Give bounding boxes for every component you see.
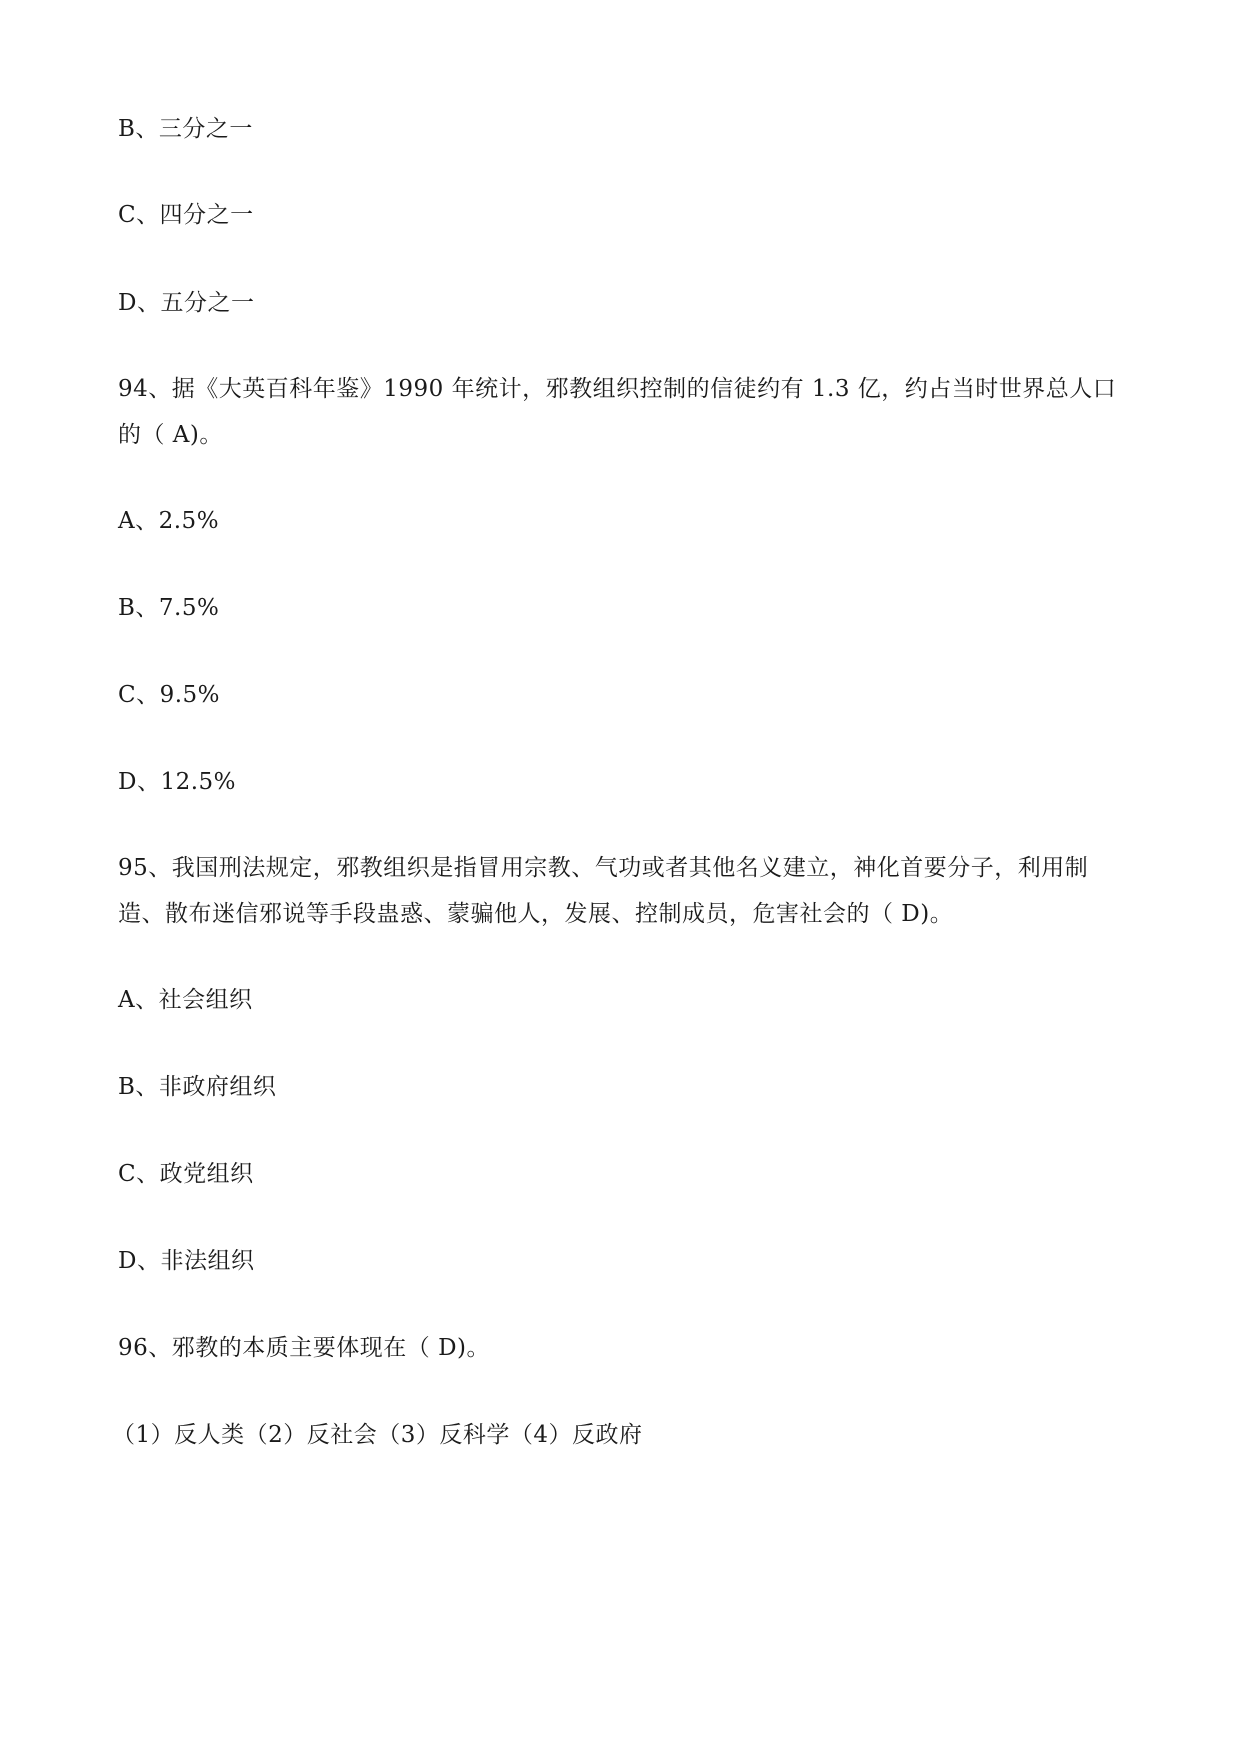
q95-question: 95、我国刑法规定，邪教组织是指冒用宗教、气功或者其他名义建立，神化首要分子，利用制造、散布迷信邪说等手段蛊惑、蒙骗他人，发展、控制成员，危害社会的（ D)。 <box>118 855 1089 927</box>
q96-items: （1）反人类（2）反社会（3）反科学（4）反政府 <box>112 1422 643 1448</box>
q96-question: 96、邪教的本质主要体现在（ D)。 <box>118 1335 490 1361</box>
q95-option-d: D、非法组织 <box>118 1248 255 1274</box>
q95-option-c: C、政党组织 <box>118 1161 254 1187</box>
q94-option-d: D、12.5% <box>118 769 237 795</box>
q93-option-b: B、三分之一 <box>118 116 253 142</box>
q94-question: 94、据《大英百科年鉴》1990 年统计，邪教组织控制的信徒约有 1.3 亿，约占当时世界总人口的（ A)。 <box>118 376 1117 448</box>
q95-option-b: B、非政府组织 <box>118 1074 277 1100</box>
q93-option-c: C、四分之一 <box>118 202 254 228</box>
q94-option-a: A、2.5% <box>118 508 220 534</box>
q93-option-d: D、五分之一 <box>118 290 255 316</box>
q95-option-a: A、社会组织 <box>118 987 253 1013</box>
q94-option-c: C、9.5% <box>118 682 221 708</box>
q94-option-b: B、7.5% <box>118 595 220 621</box>
